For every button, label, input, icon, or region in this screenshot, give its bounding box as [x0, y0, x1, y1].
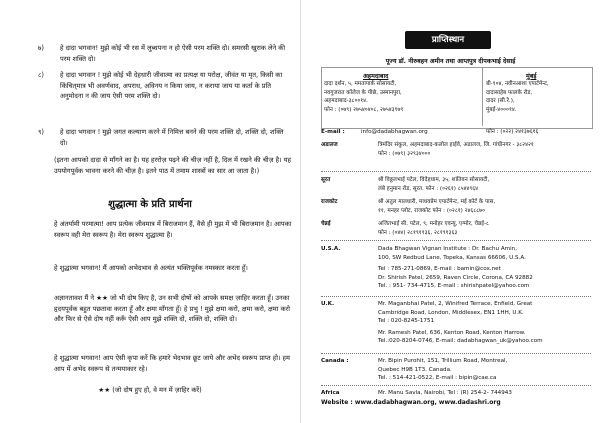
contact-line: Tel. : 514-421-0522, E-mail : bipin@cae.ca [378, 375, 497, 382]
contact-line: Tel. : 951- 734-4715, E-mail : shirishpatel@yahoo.com [378, 283, 530, 290]
usa-label: U.S.A. [321, 246, 341, 252]
item-number: ७) [38, 44, 45, 52]
address-line: Dada Bhagwan Vignan Institute : Dr. Bachu Amin, [378, 246, 517, 252]
paragraph-1: हे अंतर्यामी परमात्मा! आप प्रत्येक जीवमात्र में बिराजमान हैं, वैसे ही मुझ में भी बिराजमान है। आपका स्वरूप वही मेरा स्वरूप है। मेरा स्वरूप शुद्धात्मा है। [54, 220, 292, 239]
instruction-note: (इतना आपको दादा से माँगने का है। यह हररोज़ पढ़ने की चीज़ नहीं है, दिल में रखने की चीज़ है। यह उपयोगपूर्वक भावना करने की चीज़ है। इतने पाठ में तमाम शास्त्रों का सार आ जाता है।) [54, 156, 292, 175]
canada-label: Canada : [321, 358, 349, 364]
address-line: 100, SW Redbud Lane, Topeka, Kansas 66606, U.S.A. [378, 254, 526, 261]
item-number: ८) [38, 71, 45, 79]
phone-line: फोन : (०७९) ३२९३४००० [378, 150, 431, 157]
prayer-heading: शुद्धात्मा के प्रति प्रार्थना [108, 199, 192, 210]
ahmedabad-address [324, 80, 480, 115]
uk-label: U.K. [321, 301, 335, 307]
item-text: हे दादा भगवान ! मुझे जगत कल्याण करने में निमित्त बनने की परम शक्ति दो, शक्ति दो, शक्ति दो। [60, 128, 284, 147]
contact-line: Tel : 785-271-0869, E-mail : bamin@cox.net [378, 266, 501, 273]
mumbai-header: मुंबई [526, 73, 537, 80]
section-divider [321, 171, 591, 172]
address-line: त्रिमंदिर संकुल, अहमदाबाद-कलोल हाईवे, अडालज, जि. गांधीनगर - ३८२४२१ [378, 142, 534, 148]
address-line: अजितभाई सी. पटेल, ९, मनोहर एवन्यु, एग्मोर, चेन्नई-८ [378, 221, 489, 227]
phone-line: फोन : (०४४) २८१९११३६, २८१९१३६३ [378, 229, 458, 236]
address-line: दादासाहेब फालके रोड, [486, 89, 533, 96]
item-text: हे दादा भगवान ! मुझे कोई भी देहधारी जीवात्मा का प्रत्यक्ष या परोक्ष, जीवंत या मृत, किसी का किंचित्‌मात्र भी अवर्णवाद, अपराध, अविनय न किया जाय, न कराया जाय या कर्ता के प्रति अनुमोदना न की जाय ऐसी परम शक्ति दो। [60, 71, 283, 100]
item-text: हे दादा भगवान! मुझे कोई भी रस में लुब्धपना न हो ऐसी परम शक्ति दो। समरसी खुराक लेने की परम शक्ति दो। [60, 44, 286, 63]
paragraph-4: हे शुद्धात्मा भगवान! आप ऐसी कृपा करें कि हमारे भेदभाव छूट जाये और अभेद स्वरूप प्राप्त हो। हम आप में अभेद स्वरूप से तन्मयाकार रहे। [54, 354, 290, 373]
address-line: बी-९०४, नवीनआशा एपार्टमेन्ट, [486, 81, 549, 87]
address-line: दादर (सी.रे.), [486, 98, 515, 105]
address-line: श्री विठ्ठलभाई पटेल, विदेहधाम, ३५, शांतिवन सोसायटी, [378, 177, 490, 183]
chennai-label: चेन्नई [321, 221, 331, 227]
contact-line: Tel : 020-8245-1751 [378, 318, 435, 325]
contact-line: Mr. Manu Savla, Nairobi, Tel : (R) 254-2- 744943 [378, 390, 512, 396]
paragraph-2: हे शुद्धात्मा भगवान! मैं आपको अभेदभाव से अत्यंत भक्तिपूर्वक नमस्कार करता हूँ। [54, 264, 248, 272]
surat-label: सूरत [321, 177, 331, 183]
website-line: Website : www.dadabhagwan.org, www.dadashri.org [321, 399, 501, 406]
section-divider [321, 240, 591, 241]
email-label: E-mail : [321, 129, 345, 135]
address-line: Quebec H9B 1T3. Canada. [378, 366, 452, 373]
africa-label: Africa [321, 390, 340, 396]
address-line: Cambridge Road, London, Middlesex, EN1 1HH, U.K. [378, 309, 524, 316]
address-line: लंबे हनुमान रोड, सूरत. फोन : (०२६१) ८५४४९६४ [378, 185, 479, 192]
section-divider [321, 385, 591, 386]
address-line: दादा दर्शन, ५, ममतापार्क सोसायटी, [324, 81, 397, 87]
address-line: फोन : (०७९) २७५४०४०८, २७५४३९७९ [324, 107, 404, 114]
address-line: Mr. Maganbhai Patel, 2, Winifred Terrace, Enfield, Great [378, 301, 533, 307]
availability-subtitle: पूज्य डॉ. नीरुबहन अमीन तथा आप्तपुत्र दीपकभाई देसाई [385, 58, 516, 65]
rajkot-label: राजकोट [321, 199, 338, 205]
column-divider [482, 68, 483, 126]
section-divider [321, 353, 591, 354]
item-number: ९) [38, 128, 45, 136]
ahmedabad-header: अहमदाबाद [363, 73, 389, 80]
address-line: Mr. Bipin Purohit, 151, Trillium Road, Montreal, [378, 358, 508, 364]
paragraph-3: अज्ञानतावश मैं ने ★★ जो भी दोष किए है, उन सभी दोषों को आपके समक्ष ज़ाहिर करता हूँ। उनका हृदयपूर्वक बहुत पछतावा करता हूँ और क्षमा माँगता हूँ। हे प्रभु ! मुझे क्षमा करो, क्षमा करो, क्षमा करो और फिर से ऐसे दोष नहीं करूँ ऐसी आप मुझे शक्ति दो, शक्ति दो, शक्ति दो। [54, 294, 290, 323]
right-page [301, 0, 600, 423]
section-divider [321, 296, 591, 297]
address-line: नवगुजरात कॉलेज के पीछे, उस्मानपुरा, [324, 89, 402, 96]
mumbai-address [486, 80, 590, 115]
address-line: श्री अतुल मालधारी, माधवप्रेम एपार्टमेन्ट, मई कोर्ट के पास, [378, 199, 496, 205]
footnote: ★★ (जो दोष हुए हो, वे मन में ज़ाहिर करें) [98, 386, 202, 394]
email-value: info@dadabhagwan.org [361, 129, 428, 135]
address-line: Mr. Ramesh Patel, 636, Kenton Road, Kenton Harrow. [378, 329, 526, 336]
address-line: ११, मनहर प्लोट, राजकोट फोन : (०२८१) २४६८८७० [378, 207, 485, 214]
address-line: अहमदाबाद-३८००१४. [324, 98, 368, 105]
mumbai-phone: फोन : (०२२) २४१३७६१६ [486, 129, 539, 135]
availability-title: प्राप्तिस्थान [405, 31, 491, 49]
contact-line: Tel.:020-8204-0746, E-mail: dadabhagwan_uk@yahoo.com [378, 338, 543, 345]
address-line: मुंबई-४०००१४. [486, 107, 517, 114]
address-line: Dr. Shirish Patel, 2659, Raven Circle, Corona, CA 92882 [378, 274, 533, 281]
adalaj-label: अडालज [321, 142, 338, 148]
